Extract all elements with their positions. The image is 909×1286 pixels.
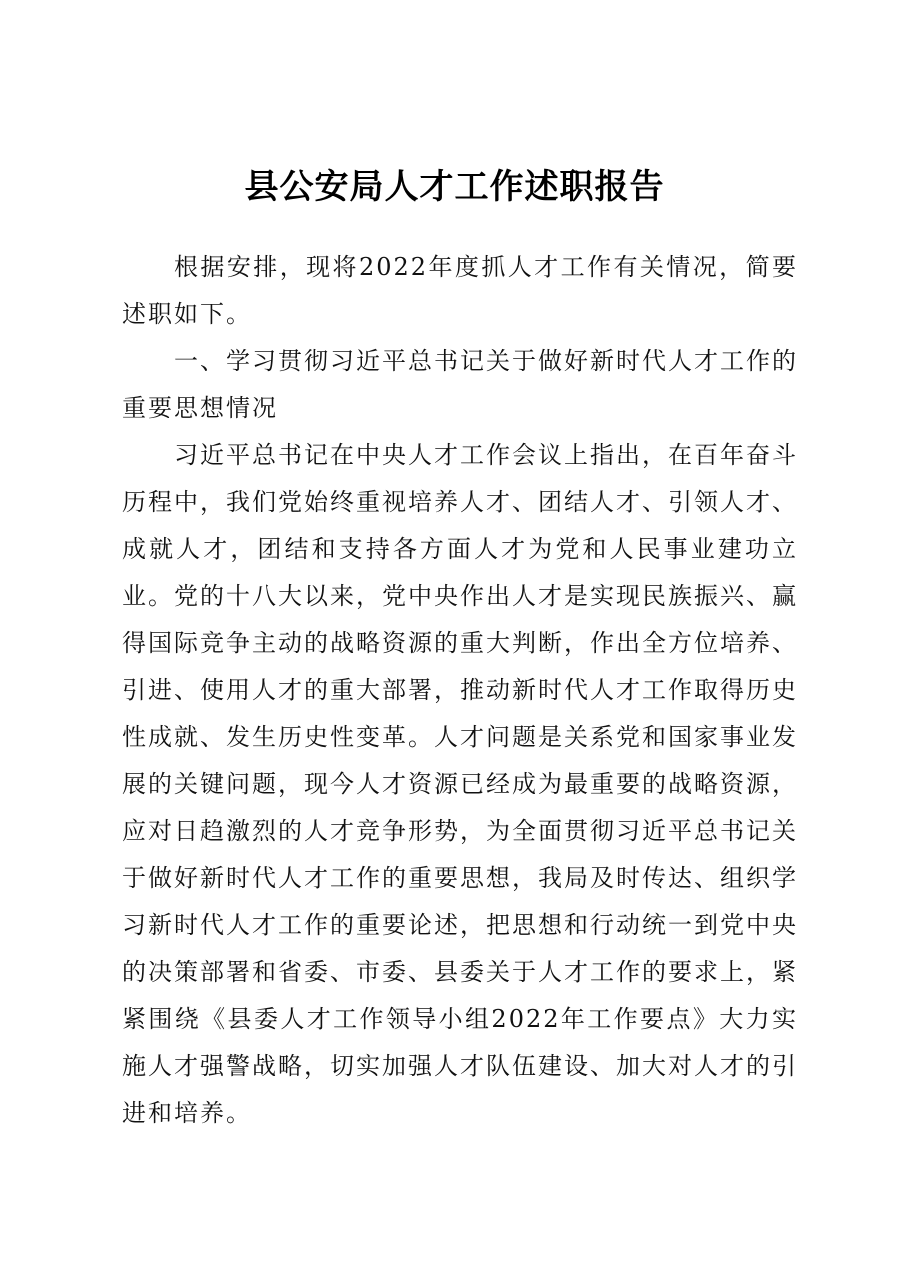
paragraph-body: 习近平总书记在中央人才工作会议上指出，在百年奋斗历程中，我们党始终重视培养人才、团结人才、引领人才、成就人才，团结和支持各方面人才为党和人民事业建功立业。党的十八大以来，党中央作出人才是实现民族振兴、赢得国际竞争主动的战略资源的重大判断，作出全方位培养、引进、使用人才的重大部署，推动新时代人才工作取得历史性成就、发生历史性变革。人才问题是关系党和国家事业发展的关键问题，现今人才资源已经成为最重要的战略资源，应对日趋激烈的人才竞争形势，为全面贯彻习近平总书记关于做好新时代人才工作的重要思想，我局及时传达、组织学习新时代人才工作的重要论述，把思想和行动统一到党中央的决策部署和省委、市委、县委关于人才工作的要求上，紧紧围绕《县委人才工作领导小组2022年工作要点》大力实施人才强警战略，切实加强人才队伍建设、加大对人才的引进和培养。 [122,441,798,1127]
document-body [122,244,798,1137]
document-title: 县公安局人才工作述职报告 [244,167,665,207]
section-heading-1: 一、学习贯彻习近平总书记关于做好新时代人才工作的重要思想情况 [122,347,798,422]
paragraph-intro: 根据安排，现将2022年度抓人才工作有关情况，简要述职如下。 [122,253,798,328]
